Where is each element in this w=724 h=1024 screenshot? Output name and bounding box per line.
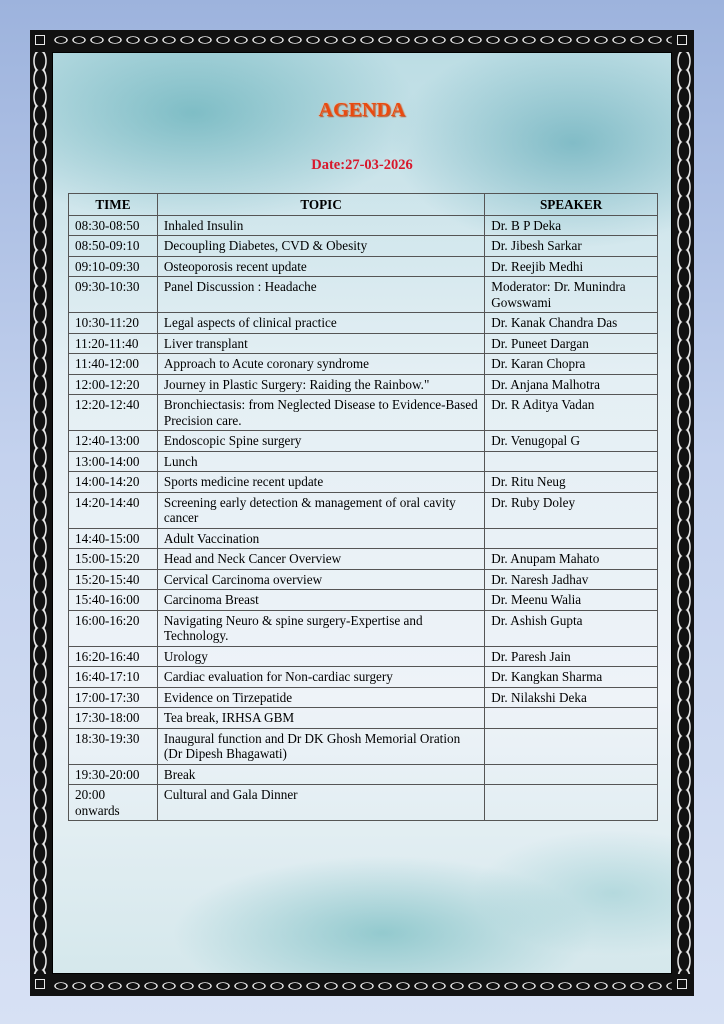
topic-cell: Carcinoma Breast <box>157 590 484 611</box>
speaker-cell: Dr. Kangkan Sharma <box>485 667 658 688</box>
topic-cell: Tea break, IRHSA GBM <box>157 708 484 729</box>
topic-cell: Legal aspects of clinical practice <box>157 313 484 334</box>
speaker-cell: Dr. Naresh Jadhav <box>485 569 658 590</box>
speaker-cell <box>485 728 658 764</box>
speaker-cell: Dr. Ashish Gupta <box>485 610 658 646</box>
topic-cell: Panel Discussion : Headache <box>157 277 484 313</box>
speaker-cell: Moderator: Dr. Munindra Gowswami <box>485 277 658 313</box>
speaker-cell: Dr. Ruby Doley <box>485 492 658 528</box>
time-cell: 11:40-12:00 <box>69 354 158 375</box>
topic-cell: Cultural and Gala Dinner <box>157 785 484 821</box>
topic-cell: Cervical Carcinoma overview <box>157 569 484 590</box>
corner-ornament <box>672 974 694 996</box>
speaker-cell: Dr. B P Deka <box>485 215 658 236</box>
speaker-cell <box>485 785 658 821</box>
topic-cell: Inaugural function and Dr DK Ghosh Memorial Oration (Dr Dipesh Bhagawati) <box>157 728 484 764</box>
table-row <box>69 492 658 528</box>
topic-cell: Screening early detection & management of oral cavity cancer <box>157 492 484 528</box>
topic-cell: Break <box>157 764 484 785</box>
agenda-page <box>52 52 672 974</box>
topic-cell: Lunch <box>157 451 484 472</box>
border-right <box>674 52 694 974</box>
border-top <box>52 30 672 50</box>
agenda-table <box>68 193 658 821</box>
time-cell: 10:30-11:20 <box>69 313 158 334</box>
time-cell: 16:00-16:20 <box>69 610 158 646</box>
table-header-row <box>69 194 658 216</box>
time-cell: 08:30-08:50 <box>69 215 158 236</box>
time-cell: 08:50-09:10 <box>69 236 158 257</box>
speaker-cell <box>485 451 658 472</box>
speaker-cell: Dr. Ritu Neug <box>485 472 658 493</box>
time-cell: 17:00-17:30 <box>69 687 158 708</box>
table-row <box>69 431 658 452</box>
time-cell: 16:40-17:10 <box>69 667 158 688</box>
time-cell: 14:40-15:00 <box>69 528 158 549</box>
table-row <box>69 785 658 821</box>
table-row <box>69 313 658 334</box>
time-cell: 09:10-09:30 <box>69 256 158 277</box>
speaker-cell: Dr. Anjana Malhotra <box>485 374 658 395</box>
speaker-cell: Dr. Puneet Dargan <box>485 333 658 354</box>
time-cell: 15:20-15:40 <box>69 569 158 590</box>
speaker-cell: Dr. Reejib Medhi <box>485 256 658 277</box>
topic-cell: Cardiac evaluation for Non-cardiac surgery <box>157 667 484 688</box>
time-cell: 14:00-14:20 <box>69 472 158 493</box>
table-row <box>69 528 658 549</box>
topic-cell: Head and Neck Cancer Overview <box>157 549 484 570</box>
time-cell: 17:30-18:00 <box>69 708 158 729</box>
topic-cell: Osteoporosis recent update <box>157 256 484 277</box>
page-title: AGENDA <box>318 99 406 121</box>
topic-cell: Navigating Neuro & spine surgery-Expertise and Technology. <box>157 610 484 646</box>
table-row <box>69 215 658 236</box>
table-row <box>69 610 658 646</box>
speaker-cell: Dr. Jibesh Sarkar <box>485 236 658 257</box>
table-row <box>69 687 658 708</box>
header-time: TIME <box>69 194 158 216</box>
table-row <box>69 549 658 570</box>
speaker-cell: Dr. Kanak Chandra Das <box>485 313 658 334</box>
table-row <box>69 256 658 277</box>
speaker-cell: Dr. R Aditya Vadan <box>485 395 658 431</box>
table-row <box>69 569 658 590</box>
speaker-cell: Dr. Karan Chopra <box>485 354 658 375</box>
agenda-rows <box>69 215 658 821</box>
table-row <box>69 277 658 313</box>
topic-cell: Journey in Plastic Surgery: Raiding the Rainbow." <box>157 374 484 395</box>
topic-cell: Evidence on Tirzepatide <box>157 687 484 708</box>
time-cell: 09:30-10:30 <box>69 277 158 313</box>
topic-cell: Sports medicine recent update <box>157 472 484 493</box>
table-row <box>69 646 658 667</box>
table-row <box>69 451 658 472</box>
topic-cell: Endoscopic Spine surgery <box>157 431 484 452</box>
time-cell: 12:40-13:00 <box>69 431 158 452</box>
topic-cell: Liver transplant <box>157 333 484 354</box>
speaker-cell: Dr. Meenu Walia <box>485 590 658 611</box>
table-row <box>69 333 658 354</box>
speaker-cell <box>485 764 658 785</box>
time-cell: 11:20-11:40 <box>69 333 158 354</box>
time-cell: 19:30-20:00 <box>69 764 158 785</box>
corner-ornament <box>30 974 52 996</box>
time-cell: 12:00-12:20 <box>69 374 158 395</box>
time-cell: 13:00-14:00 <box>69 451 158 472</box>
topic-cell: Approach to Acute coronary syndrome <box>157 354 484 375</box>
table-row <box>69 764 658 785</box>
table-row <box>69 354 658 375</box>
speaker-cell <box>485 528 658 549</box>
topic-cell: Inhaled Insulin <box>157 215 484 236</box>
table-row <box>69 236 658 257</box>
table-row <box>69 472 658 493</box>
table-row <box>69 708 658 729</box>
speaker-cell: Dr. Paresh Jain <box>485 646 658 667</box>
table-row <box>69 374 658 395</box>
table-row <box>69 590 658 611</box>
time-cell: 15:40-16:00 <box>69 590 158 611</box>
time-cell: 20:00 onwards <box>69 785 158 821</box>
time-cell: 16:20-16:40 <box>69 646 158 667</box>
event-date: Date:27-03-2026 <box>311 157 413 173</box>
speaker-cell <box>485 708 658 729</box>
table-row <box>69 667 658 688</box>
time-cell: 15:00-15:20 <box>69 549 158 570</box>
speaker-cell: Dr. Nilakshi Deka <box>485 687 658 708</box>
table-row <box>69 728 658 764</box>
table-row <box>69 395 658 431</box>
speaker-cell: Dr. Anupam Mahato <box>485 549 658 570</box>
corner-ornament <box>672 30 694 52</box>
corner-ornament <box>30 30 52 52</box>
time-cell: 18:30-19:30 <box>69 728 158 764</box>
topic-cell: Adult Vaccination <box>157 528 484 549</box>
border-bottom <box>52 976 672 996</box>
topic-cell: Decoupling Diabetes, CVD & Obesity <box>157 236 484 257</box>
time-cell: 12:20-12:40 <box>69 395 158 431</box>
header-speaker: SPEAKER <box>485 194 658 216</box>
time-cell: 14:20-14:40 <box>69 492 158 528</box>
border-left <box>30 52 50 974</box>
header-topic: TOPIC <box>157 194 484 216</box>
topic-cell: Bronchiectasis: from Neglected Disease to Evidence-Based Precision care. <box>157 395 484 431</box>
topic-cell: Urology <box>157 646 484 667</box>
speaker-cell: Dr. Venugopal G <box>485 431 658 452</box>
